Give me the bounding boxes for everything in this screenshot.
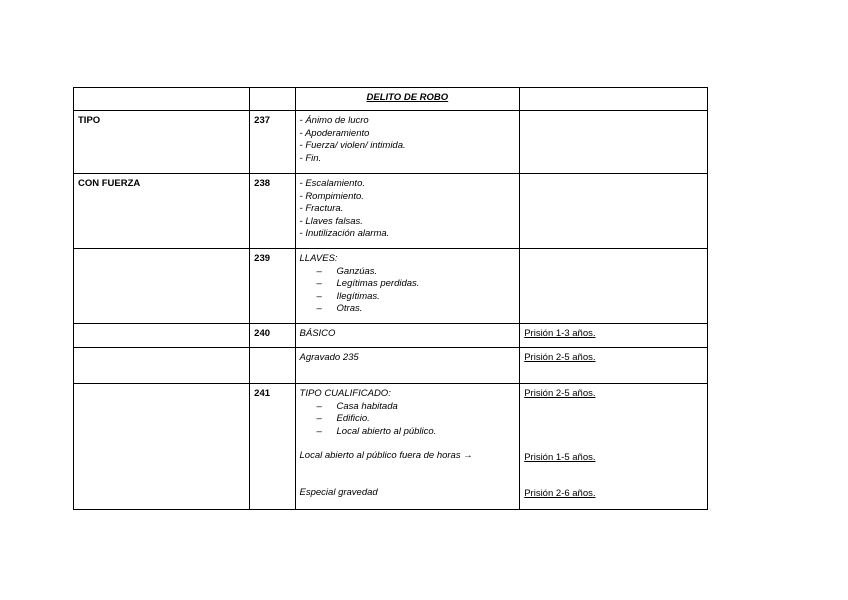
sub-list: [300, 401, 516, 439]
list-title: TIPO CUALIFICADO:: [299, 388, 391, 399]
list-title: LLAVES:: [299, 253, 338, 264]
list-item: – Ilegítimas.: [317, 291, 516, 304]
penalty-cell: [520, 384, 708, 510]
list-item: - Fractura.: [299, 203, 344, 214]
label-cell: [74, 249, 250, 324]
label-cell: [74, 324, 250, 348]
list-item: – Legítimas perdidas.: [317, 278, 516, 291]
especial-text: Especial gravedad: [299, 486, 378, 498]
list-item: – Edificio.: [317, 413, 516, 426]
article-cell: [250, 348, 295, 384]
list-item: – Ganzúas.: [317, 266, 516, 279]
list-item: - Escalamiento.: [299, 178, 365, 189]
header-empty-cell: [250, 88, 295, 111]
type-text: Agravado 235: [295, 348, 520, 384]
penalty-text: Prisión 2-5 años.: [524, 388, 596, 399]
list-item: - Apoderamiento: [299, 127, 370, 139]
table-row-tipo: [74, 111, 708, 174]
list-item: - Fuerza/ violen/ intimida.: [299, 140, 406, 151]
penalty-text: Prisión 1-5 años.: [524, 451, 596, 463]
list-item: - Rompimiento.: [299, 190, 364, 202]
penalty-cell: [520, 249, 708, 324]
table-row-basico: [74, 324, 708, 348]
sub-list: [300, 266, 516, 316]
list-item: – Casa habitada: [317, 401, 516, 414]
article-number: 239: [250, 249, 295, 324]
table-row-cualificado: [74, 384, 708, 510]
type-text: BÁSICO: [295, 324, 520, 348]
elements-list: [295, 174, 520, 249]
elements-list: [295, 111, 520, 174]
table-row-con-fuerza: [74, 174, 708, 249]
table-title: DELITO DE ROBO: [295, 88, 520, 111]
penalty-text: Prisión 2-5 años.: [520, 348, 708, 384]
header-empty-cell: [520, 88, 708, 111]
header-empty-cell: [74, 88, 250, 111]
article-number: 240: [250, 324, 295, 348]
list-item: - Llaves falsas.: [299, 215, 363, 227]
row-label: TIPO: [74, 111, 250, 174]
table-row-agravado: [74, 348, 708, 384]
label-cell: [74, 348, 250, 384]
elements-list: [295, 384, 520, 510]
label-cell: [74, 384, 250, 510]
list-item: - Fin.: [299, 152, 322, 164]
article-number: 238: [250, 174, 295, 249]
elements-list: [295, 249, 520, 324]
list-item: - Ánimo de lucro: [299, 115, 369, 126]
table-row-llaves: [74, 249, 708, 324]
list-item: – Local abierto al público.: [317, 426, 516, 439]
header-row: [74, 88, 708, 111]
row-label: CON FUERZA: [74, 174, 250, 249]
article-number: 241: [250, 384, 295, 510]
list-item: - Inutilización alarma.: [299, 228, 390, 239]
local-text: Local abierto al público fuera de horas →: [299, 450, 473, 461]
penalty-cell: [520, 174, 708, 249]
article-number: 237: [250, 111, 295, 174]
penalty-cell: [520, 111, 708, 174]
penalty-text: Prisión 2-6 años.: [524, 488, 596, 499]
penalty-text: Prisión 1-3 años.: [520, 324, 708, 348]
robo-table: [73, 87, 708, 510]
list-item: – Otras.: [317, 303, 516, 316]
